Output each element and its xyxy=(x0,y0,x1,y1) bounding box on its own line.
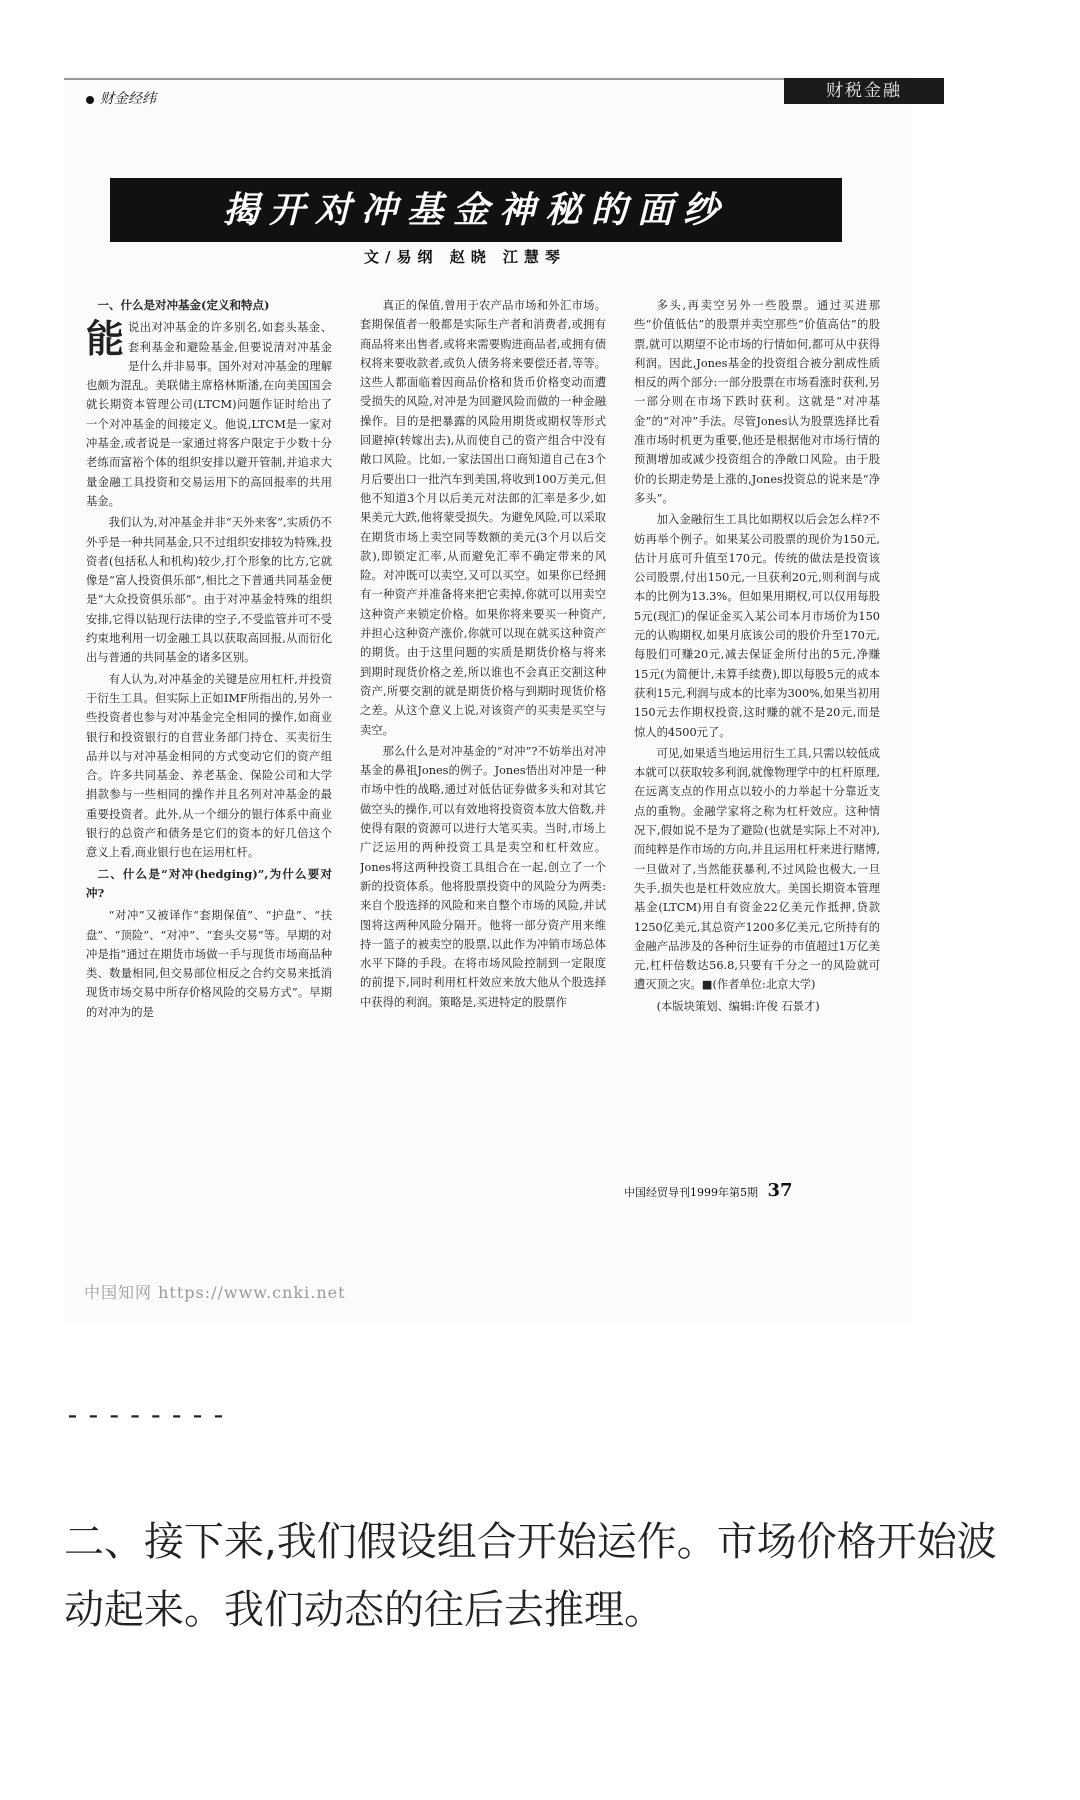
article-heading: 二、什么是“对冲(hedging)”,为什么要对冲? xyxy=(86,866,332,900)
scanned-article-page xyxy=(64,76,912,1324)
header-bullet-icon xyxy=(86,96,94,104)
article-paragraph: 可见,如果适当地运用衍生工具,只需以较低成本就可以获取较多利润,就像物理学中的杠杆原理,在远离支点的作用点以较小的力举起十分靠近支点的重物。金融学家将之称为杠杆效应。这种情况下,假如说不是为了避险(也就是实际上不对冲),而纯粹是作市场的方向,并且运用杠杆来进行赌博,一旦做对了,当然能获暴利,不过风险也极大,一旦失手,损失也是杠杆效应放大。美国长期资本管理基金(LTCM)用自有资金22亿美元作抵押,贷款1250亿美元,其总资产1200多亿美元,它所持有的金融产品涉及的各种衍生证券的市值超过1万亿美元,杠杆倍数达56.8,只要有千分之一的风险就可遭灭顶之灾。■(作者单位:北京大学) xyxy=(634,746,880,992)
article-column-1 xyxy=(86,296,332,1166)
article-paragraph: 我们认为,对冲基金并非“天外来客”,实质仍不外乎是一种共同基金,只不过组织安排较为特殊,投资者(包括私人和机构)较少,打个形象的比方,它就像是“富人投资俱乐部”,相比之下普通共同基金便是“大众投资俱乐部”。由于对冲基金特殊的组织安排,它得以钻现行法律的空子,不受监管并可不受约束地利用一切金融工具以获取高回报,从而衍化出与普通的共同基金的诸多区别。 xyxy=(86,516,332,665)
article-paragraph: 真正的保值,曾用于农产品市场和外汇市场。套期保值者一般都是实际生产者和消费者,或拥有商品将来出售者,或将来需要购进商品者,或拥有债权将来要收款者,或负人债务将来要偿还者,等等。这些人都面临着因商品价格和货币价格变动而遭受损失的风险,对冲是为回避风险而做的一种金融操作。目的是把暴露的风险用期货或期权等形式回避掉(转嫁出去),从而使自己的资产组合中没有敞口风险。比如,一家法国出口商知道自己在3个月后要出口一批汽车到美国,将收到100万美元,但他不知道3个月以后美元对法郎的汇率是多少,如果美元大跌,他将蒙受损失。为避免风险,可以采取在期货市场上卖空同等数额的美元(3个月以后交款),即锁定汇率,从而避免汇率不确定带来的风险。对冲既可以卖空,又可以买空。如果你已经拥有一种资产并准备将来把它卖掉,你就可以用卖空这种资产来锁定价格。如果你将来要买一种资产,并担心这种资产涨价,你就可以现在就买这种资产的期货。由于这里问题的实质是期货价格与将来到期时现货价格之差,所以谁也不会真正交割这种资产,所要交割的就是期货价格与到期时现货价格之差。从这个意义上说,对该资产的买卖是买空与卖空。 xyxy=(360,299,606,737)
cnki-watermark: 中国知网 https://www.cnki.net xyxy=(84,1283,346,1302)
journal-issue: 中国经贸导刊1999年第5期 xyxy=(624,1186,758,1199)
section-label: 财金经纬 xyxy=(100,91,156,107)
section-divider: -------- xyxy=(64,1398,231,1431)
article-column-2 xyxy=(360,296,606,1166)
article-paragraph: 多头,再卖空另外一些股票。通过买进那些“价值低估”的股票并卖空那些“价值高估”的股票,就可以期望不论市场的行情如何,都可从中获得利润。因此,Jones基金的投资组合被分割成性质相反的两个部分:一部分股票在市场看涨时获利,另一部分则在市场下跌时获利。这就是“对冲基金”的“对冲”手法。尽管Jones认为股票选择比看准市场时机更为重要,他还是根据他对市场行情的预测增加或减少投资组合的净敞口风险。由于股价的长期走势是上涨的,Jones投资总的说来是“净多头”。 xyxy=(634,299,880,505)
article-title: 揭开对冲基金神秘的面纱 xyxy=(110,178,842,242)
article-heading: 一、什么是对冲基金(定义和特点) xyxy=(97,298,270,312)
page-number: 37 xyxy=(767,1180,793,1201)
article-column-3 xyxy=(634,296,880,1166)
drop-cap: 能 xyxy=(86,317,125,362)
column-label: 财税金融 xyxy=(784,78,944,104)
article-paragraph: 那么什么是对冲基金的“对冲”?不妨举出对冲基金的鼻祖Jones的例子。Jones悟出对冲是一种市场中性的战略,通过对低估证券做多头和对其它做空头的操作,可以有效地将投资资本放大倍数,并使得有限的资源可以进行大笔买卖。当时,市场上广泛运用的两种投资工具是卖空和杠杆效应。Jones将这两种投资工具组合在一起,创立了一个新的投资体系。他将股票投资中的风险分为两类:来自个股选择的风险和来自整个市场的风险,并试图将这两种风险分隔开。他将一部分资产用来维持一篮子的被卖空的股票,以此作为冲销市场总体水平下降的手段。在将市场风险控制到一定限度的前提下,同时利用杠杆效应来放大他从个股选择中获得的利润。策略是,买进特定的股票作 xyxy=(360,744,606,1009)
article-paragraph: (本版块策划、编辑:许俊 石景才) xyxy=(656,999,820,1013)
commentary-paragraph: 二、接下来,我们假设组合开始运作。市场价格开始波动起来。我们动态的往后去推理。 xyxy=(64,1519,997,1633)
article-paragraph: 有人认为,对冲基金的关键是应用杠杆,并投资于衍生工具。但实际上正如IMF所指出的,另外一些投资者也参与对冲基金完全相同的操作,如商业银行和投资银行的自营业务部门持仓、买卖衍生品并以与对冲基金相同的方式变动它们的资产组合。许多共同基金、养老基金、保险公司和大学捐款参与一些相同的操作并且名列对冲基金的最重要投资者。此外,从一个细分的银行体系中商业银行的总资产和债务是它们的资本的好几倍这个意义上看,商业银行也在运用杠杆。 xyxy=(86,672,332,860)
page-footer xyxy=(624,1180,793,1201)
article-paragraph: 能说出对冲基金的许多别名,如套头基金、套利基金和避险基金,但要说清对冲基金是什么并非易事。国外对对冲基金的理解也颇为混乱。美联储主席格林斯潘,在向美国国会就长期资本管理公司(LTCM)问题作证时给出了一个对冲基金的间接定义。他说,LTCM是一家对冲基金,或者说是一家通过将客户限定于少数十分老练而富裕个体的组织安排以避开管制,并追求大量金融工具投资和交易运用下的高回报率的共用基金。 xyxy=(86,317,332,508)
article-paragraph: “对冲”又被译作“套期保值”、“护盘”、“扶盘”、“顶险”、“对冲”、“套头交易”等。早期的对冲是指“通过在期货市场做一手与现货市场商品种类、数量相同,但交易部位相反之合约交易来抵消现货市场交易中所存价格风险的交易方式”。早期的对冲为的是 xyxy=(86,909,332,1019)
article-paragraph: 加入金融衍生工具比如期权以后会怎么样?不妨再举个例子。如果某公司股票的现价为150元,估计月底可升值至170元。传统的做法是投资该公司股票,付出150元,一旦获利20元,则利润与成本的比例为13.3%。但如果用期权,可以仅用每股5元(现汇)的保证金买入某公司本月市场价为150元的认购期权,如果月底该公司的股价升至170元,每股们可赚20元,减去保证金所付出的5元,净赚15元(为简便计,未算手续费),即以每股5元的成本获利15元,利润与成本的比率为300%,如果当初用150元去作期权投资,这时赚的就不是20元,而是惊人的4500元了。 xyxy=(634,513,880,739)
article-byline: 文/易纲 赵晓 江慧琴 xyxy=(364,248,566,266)
